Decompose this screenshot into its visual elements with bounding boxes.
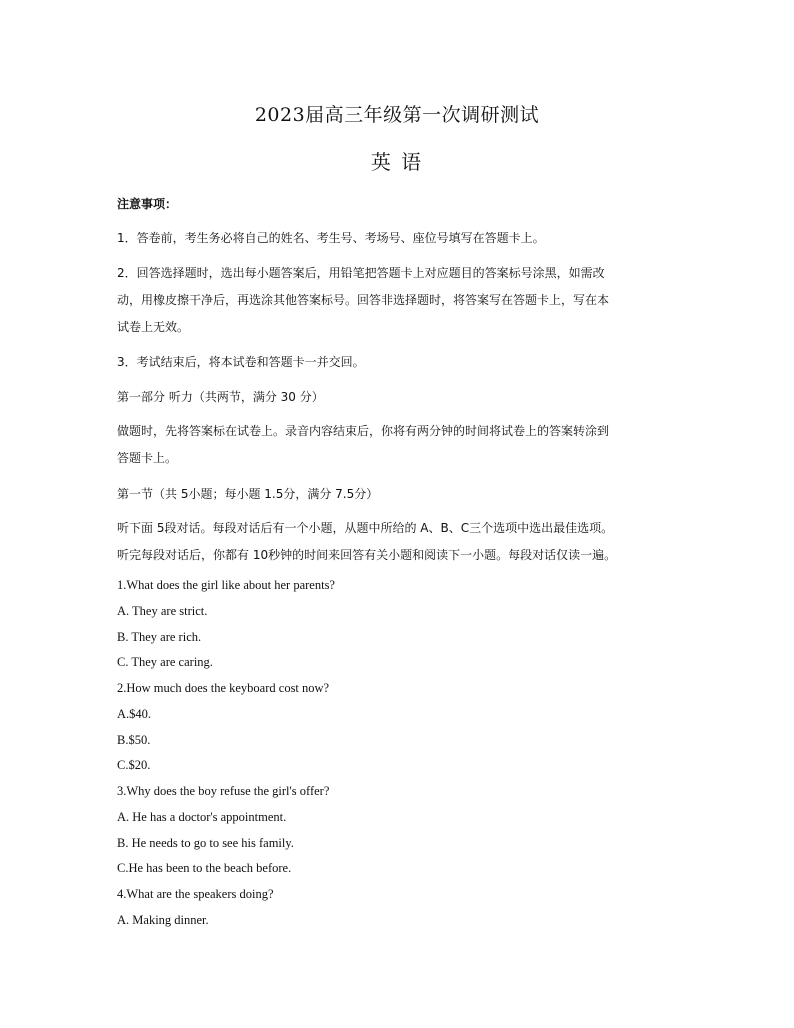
- question-1-option-a: A. They are strict.: [117, 604, 208, 618]
- notice-heading: 注意事项：: [117, 197, 178, 211]
- part1-instruction-line-2: 答题卡上。: [117, 451, 178, 465]
- question-1-stem: 1.What does the girl like about her parents?: [117, 578, 335, 592]
- notice-item-2-line-3: 试卷上无效。: [117, 320, 190, 334]
- exam-title: 2023届高三年级第一次调研测试: [254, 104, 540, 126]
- part1-heading: 第一部分 听力（共两节，满分 30 分）: [117, 390, 324, 404]
- section1-heading: 第一节（共 5小题；每小题 1.5分，满分 7.5分）: [117, 487, 379, 501]
- question-3-option-a: A. He has a doctor's appointment.: [117, 810, 287, 824]
- subject-title: 英 语: [370, 150, 424, 174]
- notice-item-2-line-1: 2．回答选择题时，选出每小题答案后，用铅笔把答题卡上对应题目的答案标号涂黑，如需改: [117, 266, 605, 280]
- question-2-option-b: B.$50.: [117, 733, 151, 747]
- notice-item-2-line-2: 动，用橡皮擦干净后，再选涂其他答案标号。回答非选择题时，将答案写在答题卡上，写在本: [117, 293, 610, 307]
- notice-item-1: 1．答卷前，考生务必将自己的姓名、考生号、考场号、座位号填写在答题卡上。: [117, 231, 545, 245]
- section1-instruction-line-2: 听完每段对话后，你都有 10秒钟的时间来回答有关小题和阅读下一小题。每段对话仅读一遍。: [117, 548, 617, 562]
- section1-instruction-line-1: 听下面 5段对话。每段对话后有一个小题，从题中所给的 A、B、C三个选项中选出最佳选项。: [117, 521, 614, 535]
- question-3-option-c: C.He has been to the beach before.: [117, 861, 292, 875]
- notice-item-3: 3．考试结束后，将本试卷和答题卡一并交回。: [117, 355, 365, 369]
- question-3-stem: 3.Why does the boy refuse the girl's offer?: [117, 784, 330, 798]
- question-2-option-a: A.$40.: [117, 707, 152, 721]
- question-1-option-c: C. They are caring.: [117, 655, 213, 669]
- question-4-stem: 4.What are the speakers doing?: [117, 887, 274, 901]
- question-2-option-c: C.$20.: [117, 758, 151, 772]
- question-4-option-a: A. Making dinner.: [117, 913, 209, 927]
- part1-instruction-line-1: 做题时，先将答案标在试卷上。录音内容结束后，你将有两分钟的时间将试卷上的答案转涂到: [117, 424, 610, 438]
- question-3-option-b: B. He needs to go to see his family.: [117, 836, 294, 850]
- question-2-stem: 2.How much does the keyboard cost now?: [117, 681, 330, 695]
- question-1-option-b: B. They are rich.: [117, 630, 202, 644]
